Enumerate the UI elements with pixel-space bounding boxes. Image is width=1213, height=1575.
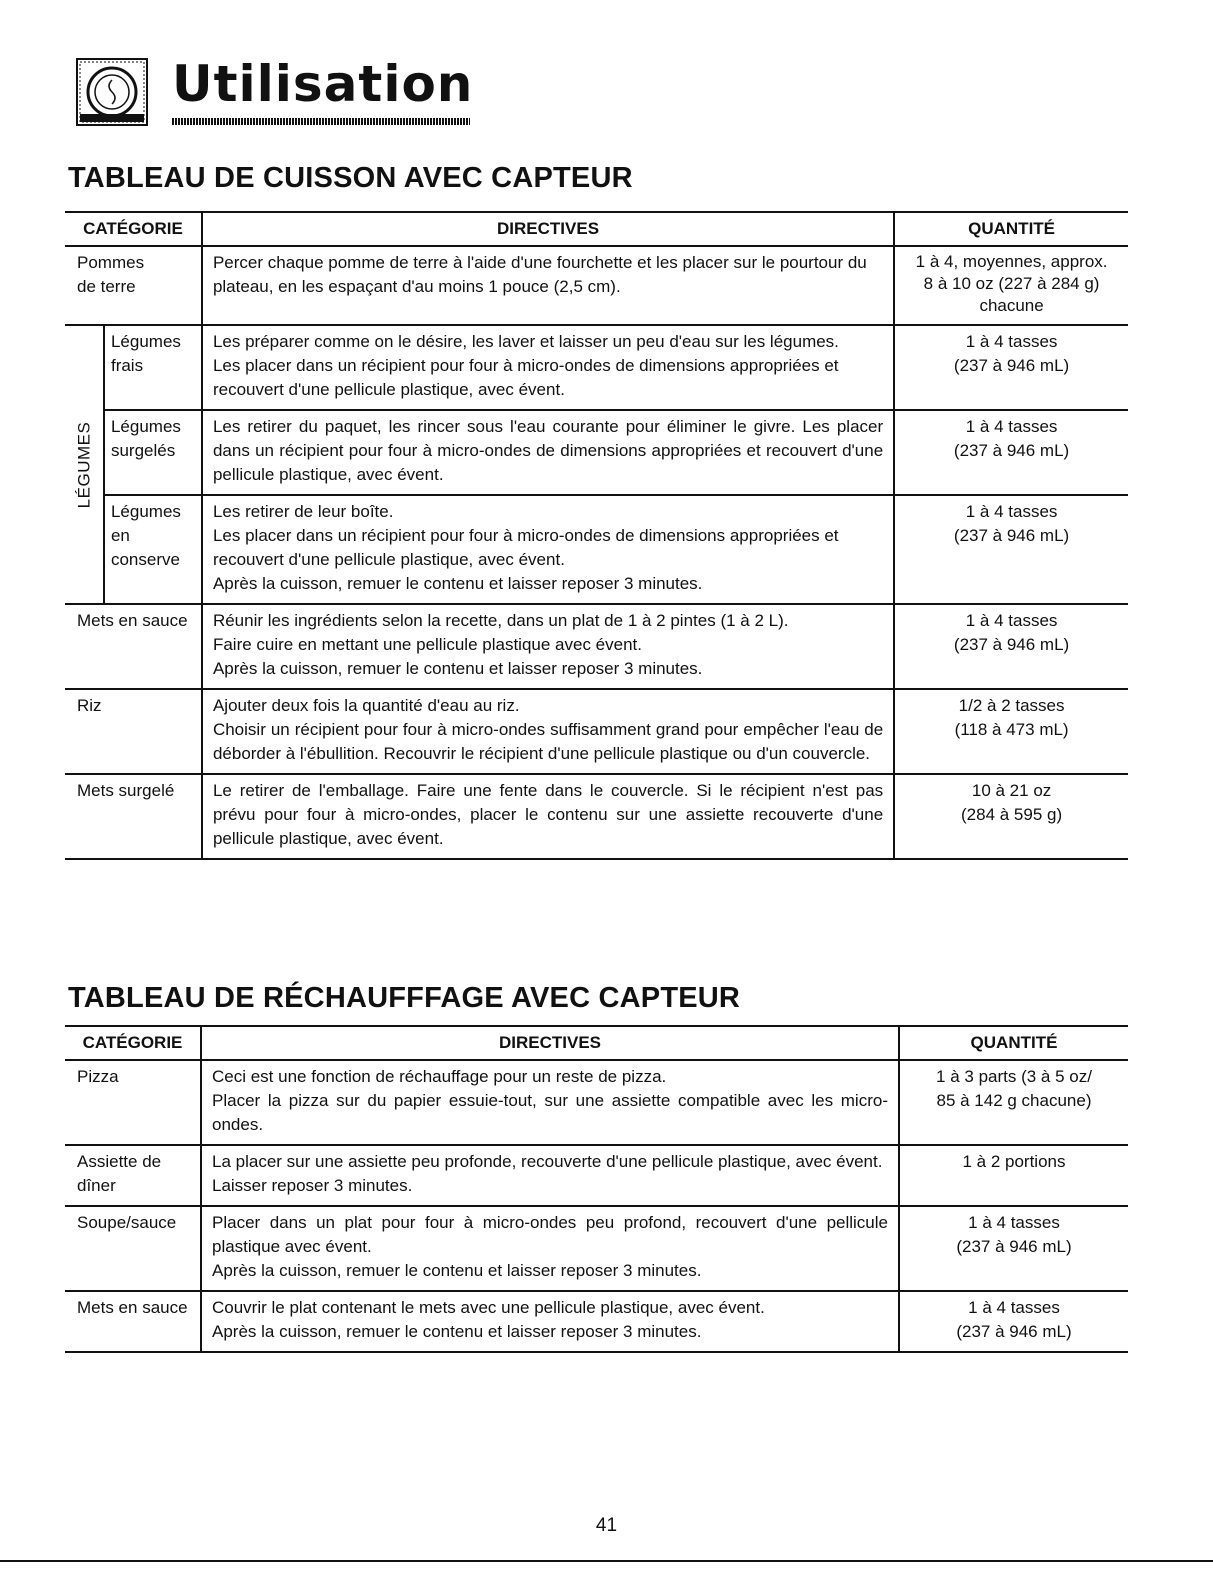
row-quantity: 1/2 à 2 tasses (118 à 473 mL) <box>894 689 1128 774</box>
row-quantity: 1 à 4 tasses (237 à 946 mL) <box>894 604 1128 689</box>
page-header-title: Utilisation <box>172 55 474 113</box>
col-header-directives: DIRECTIVES <box>202 212 894 246</box>
cooking-table <box>65 211 1128 860</box>
col-header-quantity: QUANTITÉ <box>894 212 1128 246</box>
microwave-dial-icon <box>76 58 148 126</box>
row-directives: Ceci est une fonction de réchauffage pour un reste de pizza. Placer la pizza sur du papier essuie-tout, sur une assiette compatible avec les micro-ondes. <box>201 1060 899 1145</box>
row-directives: Réunir les ingrédients selon la recette, dans un plat de 1 à 2 pintes (1 à 2 L). Faire cuire en mettant une pellicule plastique avec évent. Après la cuisson, remuer le contenu et laisser reposer 3 minutes. <box>202 604 894 689</box>
cooking-table-title: TABLEAU DE CUISSON AVEC CAPTEUR <box>68 162 633 194</box>
row-quantity: 1 à 4 tasses (237 à 946 mL) <box>899 1291 1128 1352</box>
table-row <box>65 1291 1128 1352</box>
row-category: Riz <box>65 689 202 774</box>
col-header-quantity: QUANTITÉ <box>899 1026 1128 1060</box>
table-row <box>65 1060 1128 1145</box>
row-category: Légumes en conserve <box>104 495 202 604</box>
row-category: Légumes frais <box>104 325 202 410</box>
row-category: Soupe/sauce <box>65 1206 201 1291</box>
row-quantity: 1 à 4 tasses (237 à 946 mL) <box>894 410 1128 495</box>
row-category: Pommes de terre <box>65 246 202 325</box>
table-row <box>65 604 1128 689</box>
row-category: Pizza <box>65 1060 201 1145</box>
row-quantity: 1 à 2 portions <box>899 1145 1128 1206</box>
reheat-table-title: TABLEAU DE RÉCHAUFFFAGE AVEC CAPTEUR <box>68 982 741 1014</box>
row-category: Mets surgelé <box>65 774 202 859</box>
row-quantity: 10 à 21 oz (284 à 595 g) <box>894 774 1128 859</box>
col-header-category: CATÉGORIE <box>65 1026 201 1060</box>
row-quantity: 1 à 3 parts (3 à 5 oz/ 85 à 142 g chacune) <box>899 1060 1128 1145</box>
row-quantity: 1 à 4 tasses (237 à 946 mL) <box>894 495 1128 604</box>
row-directives: Percer chaque pomme de terre à l'aide d'une fourchette et les placer sur le pourtour du plateau, en les espaçant d'au moins 1 pouce (2,5 cm). <box>202 246 894 325</box>
col-header-category: CATÉGORIE <box>65 212 202 246</box>
row-directives: Les préparer comme on le désire, les laver et laisser un peu d'eau sur les légumes. Les placer dans un récipient pour four à micro-ondes de dimensions appropriées et recouvert d'une pellicule plastique, avec évent. <box>202 325 894 410</box>
header-rule <box>172 118 470 125</box>
table-row <box>65 410 1128 495</box>
row-quantity: 1 à 4, moyennes, approx. 8 à 10 oz (227 à 284 g) chacune <box>894 246 1128 325</box>
row-directives: La placer sur une assiette peu profonde, recouverte d'une pellicule plastique, avec évent. Laisser reposer 3 minutes. <box>201 1145 899 1206</box>
section-header <box>76 52 474 132</box>
table-row <box>65 689 1128 774</box>
table-row <box>65 246 1128 325</box>
row-directives: Ajouter deux fois la quantité d'eau au riz. Choisir un récipient pour four à micro-ondes suffisamment grand pour empêcher l'eau de déborder à l'ébullition. Recouvrir le récipient d'une pellicule plastique ou d'un couvercle. <box>202 689 894 774</box>
table-row <box>65 1145 1128 1206</box>
row-category: Légumes surgelés <box>104 410 202 495</box>
page-bottom-rule <box>0 1560 1213 1562</box>
table-row <box>65 495 1128 604</box>
row-directives: Le retirer de l'emballage. Faire une fente dans le couvercle. Si le récipient n'est pas prévu pour four à micro-ondes, placer le contenu sur une assiette recouverte d'une pellicule plastique, avec évent. <box>202 774 894 859</box>
group-label-cell <box>65 325 104 604</box>
row-quantity: 1 à 4 tasses (237 à 946 mL) <box>894 325 1128 410</box>
row-category: Mets en sauce <box>65 1291 201 1352</box>
col-header-directives: DIRECTIVES <box>201 1026 899 1060</box>
row-category: Assiette de dîner <box>65 1145 201 1206</box>
row-category: Mets en sauce <box>65 604 202 689</box>
page-number: 41 <box>595 1515 618 1536</box>
table-row <box>65 774 1128 859</box>
row-directives: Couvrir le plat contenant le mets avec une pellicule plastique, avec évent. Après la cuisson, remuer le contenu et laisser reposer 3 minutes. <box>201 1291 899 1352</box>
row-directives: Les retirer de leur boîte. Les placer dans un récipient pour four à micro-ondes de dimensions appropriées et recouvert d'une pellicule plastique, avec évent. Après la cuisson, remuer le contenu et laisser reposer 3 minutes. <box>202 495 894 604</box>
reheat-table <box>65 1025 1128 1353</box>
group-label: LÉGUMES <box>74 421 94 508</box>
table-row <box>65 1206 1128 1291</box>
row-quantity: 1 à 4 tasses (237 à 946 mL) <box>899 1206 1128 1291</box>
row-directives: Placer dans un plat pour four à micro-ondes peu profond, recouvert d'une pellicule plastique avec évent. Après la cuisson, remuer le contenu et laisser reposer 3 minutes. <box>201 1206 899 1291</box>
table-row <box>65 325 1128 410</box>
row-directives: Les retirer du paquet, les rincer sous l'eau courante pour éliminer le givre. Les placer dans un récipient pour four à micro-ondes de dimensions appropriées et recouvert d'une pellicule plastique, avec évent. <box>202 410 894 495</box>
